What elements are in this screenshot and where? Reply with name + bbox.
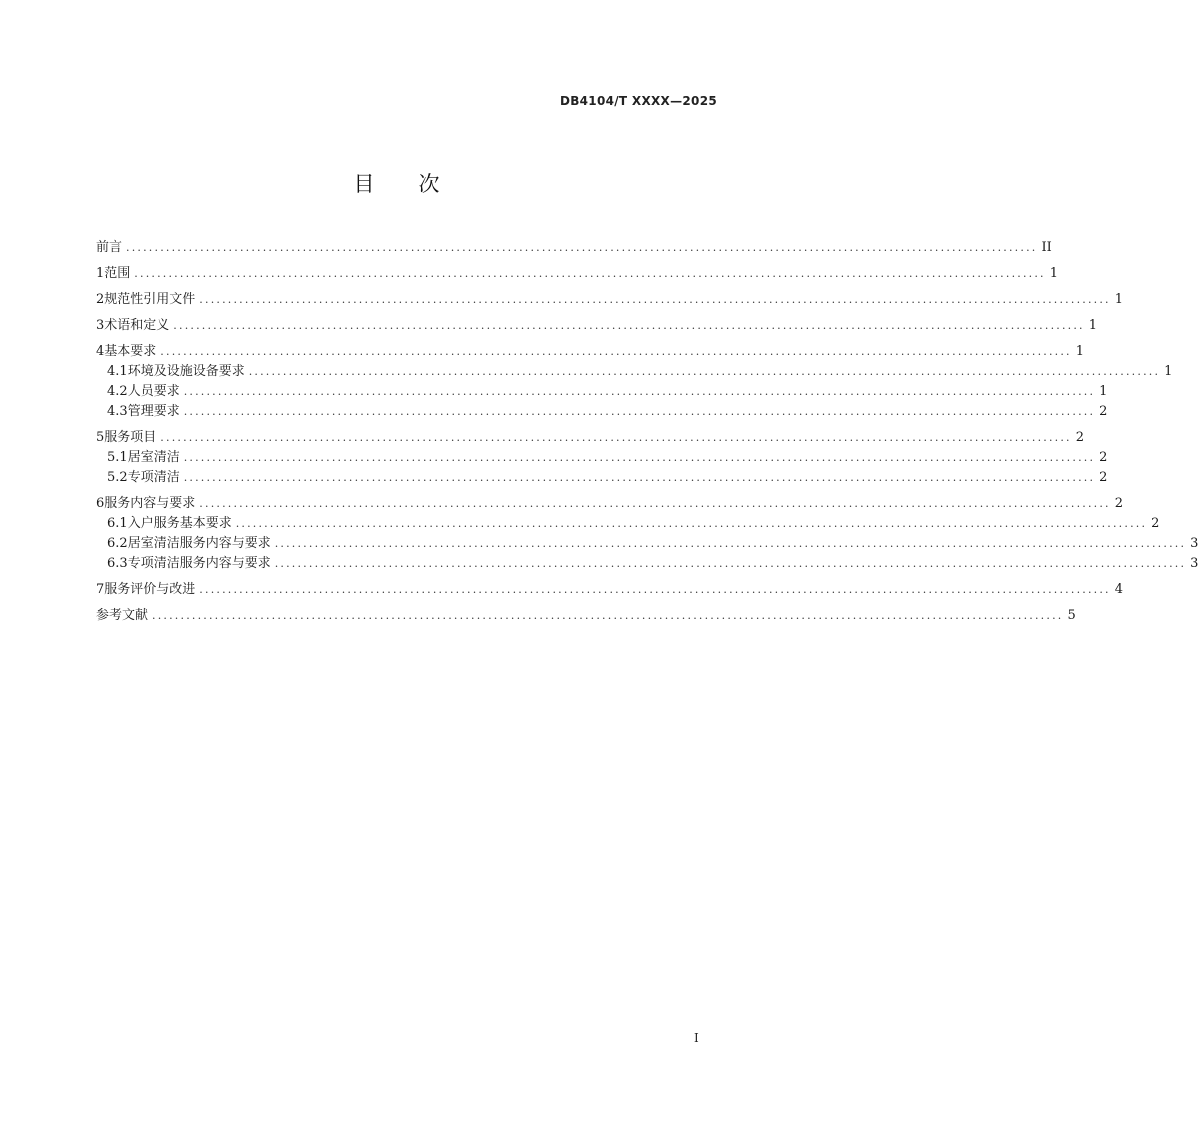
toc-entry-page: II (1041, 240, 1052, 255)
toc-dot-leader: ................................................................................................................................................................ (160, 431, 1072, 444)
toc-entry[interactable] (96, 264, 1059, 284)
toc-entry[interactable] (96, 290, 1124, 310)
toc-dot-leader: ................................................................................................................................................................ (199, 583, 1111, 596)
toc-entry-label: 专项清洁服务内容与要求 (127, 556, 271, 571)
toc-entry-label: 入户服务基本要求 (127, 516, 232, 531)
toc-entry-label: 居室清洁服务内容与要求 (127, 536, 271, 551)
toc-entry-label: 服务内容与要求 (104, 496, 196, 511)
toc-dot-leader: ................................................................................................................................................................ (126, 241, 1038, 254)
toc-entry[interactable] (96, 238, 1052, 258)
toc-entry[interactable] (96, 554, 1198, 574)
toc-dot-leader: ................................................................................................................................................................ (134, 267, 1046, 280)
toc-entry-number: 6.1 (107, 516, 128, 531)
toc-entry-label: 专项清洁 (127, 470, 180, 485)
toc-entry[interactable] (96, 342, 1085, 362)
toc-entry[interactable] (96, 468, 1108, 488)
toc-entry[interactable] (96, 428, 1085, 448)
toc-dot-leader: ................................................................................................................................................................ (152, 609, 1064, 622)
toc-entry-page: 1 (1114, 292, 1124, 307)
toc-entry-page: 5 (1067, 608, 1076, 623)
toc-entry-page: 2 (1151, 516, 1160, 531)
table-of-contents (96, 238, 1198, 626)
toc-entry-label: 人员要求 (127, 384, 180, 399)
toc-entry-page: 2 (1099, 404, 1108, 419)
toc-entry-number: 1 (96, 266, 105, 281)
toc-entry[interactable] (96, 514, 1160, 534)
toc-dot-leader: ................................................................................................................................................................ (183, 451, 1096, 464)
toc-entry-page: 2 (1099, 470, 1108, 485)
toc-entry-label: 基本要求 (104, 344, 157, 359)
toc-entry-number: 4.3 (107, 404, 128, 419)
toc-entry-label: 术语和定义 (104, 318, 170, 333)
page-number: I (694, 1031, 699, 1045)
toc-dot-leader: ................................................................................................................................................................ (160, 345, 1072, 358)
toc-dot-leader: ................................................................................................................................................................ (183, 471, 1096, 484)
toc-entry-number: 6.2 (107, 536, 128, 551)
toc-entry-label: 范围 (104, 266, 131, 281)
toc-dot-leader: ................................................................................................................................................................ (235, 517, 1148, 530)
toc-entry[interactable] (96, 448, 1108, 468)
toc-entry[interactable] (96, 402, 1108, 422)
toc-entry-number: 6.3 (107, 556, 128, 571)
toc-dot-leader: ................................................................................................................................................................ (183, 405, 1096, 418)
toc-entry[interactable] (96, 362, 1173, 382)
toc-entry[interactable] (96, 534, 1198, 554)
toc-entry-page: 1 (1088, 318, 1098, 333)
toc-entry-label: 参考文献 (96, 608, 149, 623)
toc-entry-page: 1 (1164, 364, 1173, 379)
toc-entry[interactable] (96, 382, 1108, 402)
toc-dot-leader: ................................................................................................................................................................ (248, 365, 1161, 378)
toc-entry-page: 1 (1075, 344, 1085, 359)
toc-entry-page: 3 (1190, 536, 1198, 551)
toc-entry[interactable] (96, 316, 1098, 336)
toc-entry-number: 4.2 (107, 384, 128, 399)
toc-entry-number: 2 (96, 292, 105, 307)
toc-entry-page: 1 (1099, 384, 1108, 399)
toc-entry-number: 5 (96, 430, 105, 445)
toc-entry-label: 前言 (96, 240, 123, 255)
toc-entry-page: 2 (1099, 450, 1108, 465)
document-code: DB4104/T XXXX—2025 (559, 94, 717, 108)
toc-entry-number: 5.2 (107, 470, 128, 485)
toc-entry-number: 7 (96, 582, 105, 597)
toc-entry[interactable] (96, 580, 1124, 600)
toc-dot-leader: ................................................................................................................................................................ (199, 293, 1111, 306)
toc-dot-leader: ................................................................................................................................................................ (199, 497, 1111, 510)
toc-entry-label: 服务评价与改进 (104, 582, 196, 597)
toc-entry-label: 居室清洁 (127, 450, 180, 465)
toc-entry-number: 3 (96, 318, 105, 333)
toc-entry-number: 4 (96, 344, 105, 359)
toc-entry-page: 3 (1190, 556, 1198, 571)
toc-entry-number: 4.1 (107, 364, 128, 379)
toc-dot-leader: ................................................................................................................................................................ (274, 537, 1187, 550)
toc-entry-label: 环境及设施设备要求 (127, 364, 245, 379)
toc-entry-page: 1 (1049, 266, 1059, 281)
toc-dot-leader: ................................................................................................................................................................ (173, 319, 1085, 332)
toc-entry-label: 服务项目 (104, 430, 157, 445)
toc-entry-number: 6 (96, 496, 105, 511)
toc-entry-page: 2 (1114, 496, 1124, 511)
toc-entry-page: 4 (1114, 582, 1124, 597)
toc-dot-leader: ................................................................................................................................................................ (274, 557, 1187, 570)
toc-entry[interactable] (96, 606, 1076, 626)
toc-entry-label: 规范性引用文件 (104, 292, 196, 307)
toc-entry-label: 管理要求 (127, 404, 180, 419)
toc-entry-number: 5.1 (107, 450, 128, 465)
toc-entry-page: 2 (1075, 430, 1085, 445)
toc-title: 目次 (353, 172, 484, 196)
toc-entry[interactable] (96, 494, 1124, 514)
toc-dot-leader: ................................................................................................................................................................ (183, 385, 1096, 398)
